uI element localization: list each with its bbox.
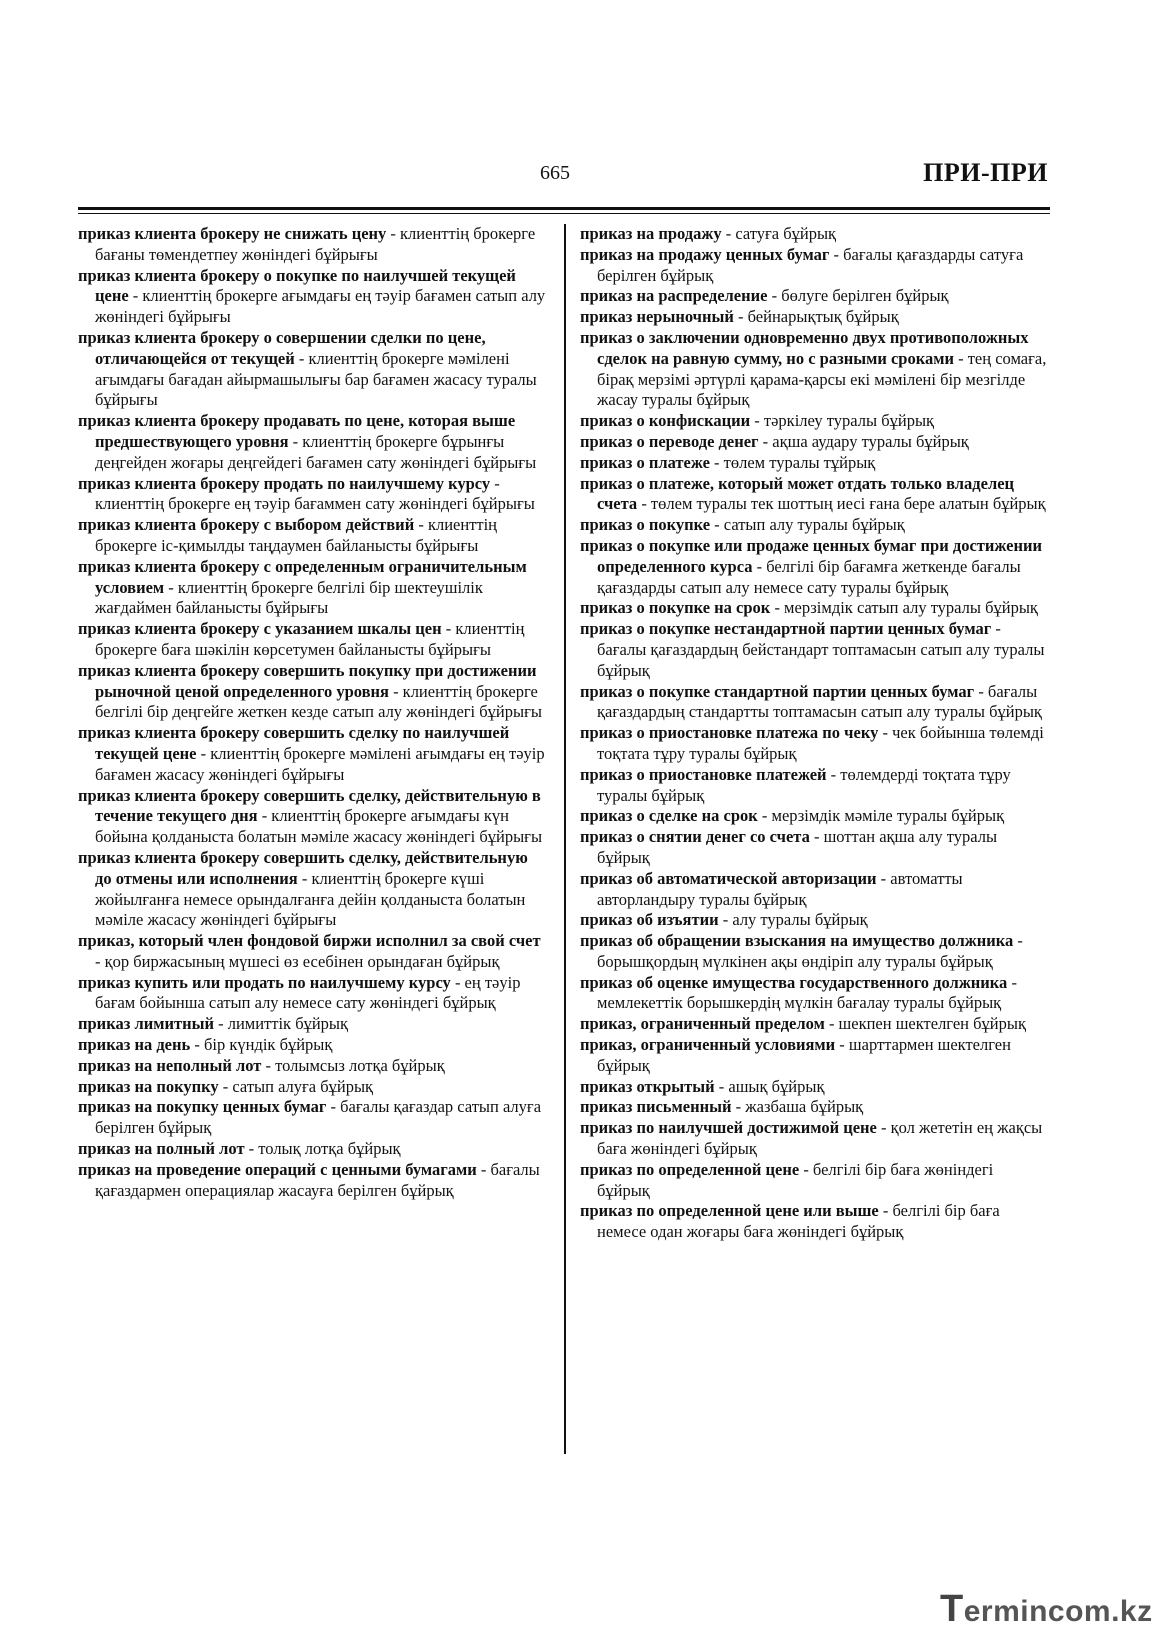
dictionary-entry	[580, 723, 1050, 765]
dictionary-entry	[78, 619, 548, 661]
right-column	[580, 224, 1050, 1243]
entry-definition: - шекпен шектелген бұйрық	[824, 1014, 1026, 1034]
entry-term: приказ, ограниченный условиями	[580, 1035, 836, 1055]
dictionary-entry	[580, 432, 1050, 453]
entry-term: приказ на неполный лот	[78, 1055, 262, 1075]
entry-definition: - ақша аудару туралы бұйрық	[758, 431, 969, 451]
entry-definition: - тең сомаға, бірақ мерзімі әртүрлі қарама-қарсы екі мәмілені бір мезгілде жасау туралы бұйрық	[597, 348, 1047, 410]
dictionary-entry	[580, 619, 1050, 681]
dictionary-entry	[580, 515, 1050, 536]
entry-definition: - төлемдерді тоқтата тұру туралы бұйрық	[597, 764, 1011, 805]
entry-term: приказ по наилучшей достижимой цене	[580, 1118, 877, 1138]
dictionary-entry	[580, 474, 1050, 516]
entry-definition: - клиенттің брокерге мәмілені ағымдағы бағадан айырмашылығы бар бағамен жасасу туралы бұйрығы	[95, 348, 537, 410]
entry-definition: - борышқордың мүлкінен ақы өндіріп алу туралы бұйрық	[597, 931, 1023, 971]
entry-definition: - бөлуге берілген бұйрық	[767, 286, 949, 306]
entry-term: приказ на продажу ценных бумаг	[580, 244, 830, 264]
entry-definition: - бейнарықтық бұйрық	[733, 307, 899, 327]
entry-term: приказ о снятии денег со счета	[580, 827, 810, 847]
entry-definition: - клиенттің брокерге ағымдағы күн бойына қолданыста болатын мәміле жасасу жөніндегі бұйрығы	[95, 806, 543, 847]
dictionary-entry	[580, 286, 1050, 307]
entry-term: приказ, ограниченный пределом	[580, 1014, 825, 1034]
entry-definition: - клиенттің брокерге баға шәкілін көрсетумен байланысты бұйрығы	[95, 619, 525, 659]
entry-definition: - сатып алу туралы бұйрық	[710, 515, 905, 535]
entry-term: приказ клиента брокеру продавать по цене, которая выше предшествующего уровня	[78, 411, 516, 451]
entry-term: приказ на проведение операций с ценными бумагами	[78, 1159, 477, 1179]
entry-term: приказ, который член фондовой биржи исполнил за свой счет	[78, 931, 541, 951]
dictionary-entry	[78, 1097, 548, 1139]
dictionary-entry	[580, 682, 1050, 724]
dictionary-entry	[580, 245, 1050, 287]
entry-term: приказ о платеже	[580, 452, 710, 472]
entry-term: приказ о приостановке платежей	[580, 764, 827, 784]
entry-definition: - ең тәуір бағам бойынша сатып алу немесе сату жөніндегі бұйрық	[95, 972, 521, 1013]
entry-definition: - бағалы қағаздар сатып алуға берілген бұйрық	[95, 1097, 542, 1138]
entry-term: приказ об автоматической авторизации	[580, 868, 877, 888]
dictionary-entry	[78, 411, 548, 473]
entry-definition: - жазбаша бұйрық	[731, 1097, 864, 1117]
dictionary-entry	[580, 765, 1050, 807]
dictionary-entry	[78, 723, 548, 785]
entry-term: приказ о покупке на срок	[580, 598, 771, 618]
dictionary-entry	[580, 1035, 1050, 1077]
entry-definition: - тәркілеу туралы бұйрық	[750, 411, 935, 431]
entry-definition: - клиенттің брокерге белгілі бір шектеушілік жағдаймен байланысты бұйрығы	[95, 577, 483, 618]
dictionary-entry	[580, 931, 1050, 973]
entry-term: приказ об оценке имущества государственного должника	[580, 972, 1008, 992]
entry-term: приказ о заключении одновременно двух противоположных сделок на равную сумму, но с разными сроками	[580, 327, 1029, 368]
dictionary-entry	[580, 224, 1050, 245]
entry-term: приказ клиента брокеру о совершении сделки по цене, отличающейся от текущей	[78, 327, 486, 368]
entry-term: приказ на полный лот	[78, 1139, 245, 1159]
entry-definition: - бағалы қағаздардың бейстандарт топтамасын сатып алу туралы бұйрық	[597, 619, 1045, 680]
entry-term: приказ купить или продать по наилучшему курсу	[78, 972, 451, 992]
entry-term: приказ клиента брокеру совершить сделку, действительную до отмены или исполнения	[78, 847, 528, 888]
dictionary-entry	[580, 869, 1050, 911]
dictionary-entry	[580, 411, 1050, 432]
entry-term: приказ о платеже, который может отдать только владелец счета	[580, 473, 1015, 514]
entry-term: приказ клиента брокеру с указанием шкалы цен	[78, 619, 442, 639]
entry-term: приказ о покупке	[580, 515, 711, 535]
dictionary-entry	[580, 536, 1050, 598]
entry-definition: - бағалы қағаздардың стандартты топтамасын сатып алу туралы бұйрық	[597, 681, 1042, 722]
entry-term: приказ на продажу	[580, 224, 722, 243]
entry-definition: - белгілі бір бағамға жеткенде бағалы қағаздарды сатып алу немесе сату туралы бұйрық	[597, 556, 1021, 597]
dictionary-entry	[580, 453, 1050, 474]
dictionary-entry	[78, 474, 548, 516]
entry-definition: - клиенттің брокерге бағаны төмендетпеу жөніндегі бұйрығы	[95, 224, 536, 264]
entry-term: приказ по определенной цене или выше	[580, 1201, 879, 1221]
entry-definition: - төлем туралы тұйрық	[709, 452, 876, 472]
entry-definition: - клиенттің брокерге ең тәуір бағаммен сату жөніндегі бұйрығы	[95, 473, 535, 514]
header-rule-thin	[78, 213, 1050, 214]
entry-definition: - клиенттің брокерге ағымдағы ең тәуір бағамен сатып алу жөніндегі бұйрығы	[95, 286, 546, 327]
entry-definition: - сатуға бұйрық	[721, 224, 837, 243]
entry-term: приказ клиента брокеру с определенным ограничительным условием	[78, 556, 527, 597]
logo-letter: T	[940, 1588, 964, 1630]
entry-definition: - мерзімдік сатып алу туралы бұйрық	[770, 598, 1038, 618]
dictionary-entry	[78, 1160, 548, 1202]
entry-term: приказ клиента брокеру совершить сделку по наилучшей текущей цене	[78, 723, 510, 763]
dictionary-entry	[78, 1056, 548, 1077]
entry-term: приказ клиента брокеру продать по наилучшему курсу	[78, 473, 491, 493]
entry-definition: - чек бойынша төлемді тоқтата тұру туралы бұйрық	[597, 723, 1044, 763]
entry-definition: - бағалы қағаздармен операциялар жасауға берілген бұйрық	[95, 1159, 540, 1200]
header-rule-thick	[78, 207, 1050, 210]
page-number: 665	[540, 162, 570, 184]
entry-term: приказ клиента брокеру не снижать цену	[78, 224, 387, 243]
dictionary-entry	[78, 848, 548, 931]
entry-term: приказ о покупке стандартной партии ценных бумаг	[580, 681, 975, 701]
section-title: ПРИ-ПРИ	[923, 158, 1048, 187]
entry-term: приказ о переводе денег	[580, 431, 759, 451]
entry-term: приказ на покупку ценных бумаг	[78, 1097, 327, 1117]
dictionary-entry	[580, 1118, 1050, 1160]
dictionary-entry	[78, 1035, 548, 1056]
entry-term: приказ о покупке нестандартной партии ценных бумаг	[580, 619, 992, 639]
entry-term: приказ об обращении взыскания на имущество должника	[580, 931, 1014, 951]
dictionary-entry	[580, 328, 1050, 411]
dictionary-entry	[78, 786, 548, 848]
entry-definition: - бір күндік бұйрық	[190, 1035, 333, 1055]
entry-term: приказ по определенной цене	[580, 1159, 800, 1179]
entry-definition: - клиенттің брокерге күші жойылғанға немесе орындалғанға дейін қолданыста болатын мәміле жасасу жөніндегі бұйрығы	[95, 868, 526, 930]
entry-term: приказ об изъятии	[580, 910, 719, 930]
entry-term: приказ на день	[78, 1035, 191, 1055]
entry-definition: - мерзімдік мәміле туралы бұйрық	[757, 806, 1005, 826]
entry-term: приказ клиента брокеру с выбором действий	[78, 515, 415, 535]
column-divider	[564, 224, 566, 1454]
entry-definition: - шоттан ақша алу туралы бұйрық	[597, 827, 998, 867]
entry-definition: - ашық бұйрық	[714, 1076, 825, 1096]
dictionary-entry	[78, 557, 548, 619]
entry-term: приказ письменный	[580, 1097, 732, 1117]
dictionary-entry	[580, 1097, 1050, 1118]
entry-definition: - толымсыз лотқа бұйрық	[261, 1055, 445, 1075]
entry-definition: - бағалы қағаздарды сатуға берілген бұйрық	[597, 244, 1024, 285]
entry-definition: - клиенттің брокерге белгілі бір деңгейге жеткен кезде сатып алу жөніндегі бұйрығы	[95, 681, 542, 722]
entry-definition: - шарттармен шектелген бұйрық	[597, 1035, 1011, 1075]
entry-term: приказ на покупку	[78, 1076, 219, 1096]
entry-term: приказ на распределение	[580, 286, 768, 306]
dictionary-entry	[78, 224, 548, 266]
entry-definition: - төлем туралы тек шоттың иесі ғана бере алатын бұйрық	[637, 494, 1046, 514]
entry-term: приказ клиента брокеру о покупке по наилучшей текущей цене	[78, 265, 516, 306]
entry-term: приказ открытый	[580, 1076, 715, 1096]
dictionary-entry	[580, 598, 1050, 619]
logo-text: ermincom.kz	[963, 1595, 1153, 1628]
entry-definition: - автоматты авторландыру туралы бұйрық	[597, 868, 963, 909]
entry-definition: - қол жететін ең жақсы баға жөніндегі бұйрық	[597, 1118, 1043, 1159]
dictionary-entry	[78, 266, 548, 328]
entry-definition: - мемлекеттік борышкердің мүлкін бағалау туралы бұйрық	[597, 972, 1017, 1013]
dictionary-entry	[78, 1014, 548, 1035]
entry-term: приказ о сделке на срок	[580, 806, 758, 826]
dictionary-entry	[580, 973, 1050, 1015]
dictionary-entry	[580, 1077, 1050, 1098]
dictionary-entry	[78, 661, 548, 723]
entry-definition: - клиенттің брокерге іс-қимылды таңдаумен байланысты бұйрығы	[95, 515, 498, 555]
site-logo[interactable]	[940, 1588, 1153, 1631]
entry-definition: - белгілі бір баға немесе одан жоғары баға жөніндегі бұйрық	[597, 1201, 1000, 1242]
dictionary-entry	[78, 1139, 548, 1160]
dictionary-entry	[580, 910, 1050, 931]
entry-term: приказ о приостановке платежа по чеку	[580, 723, 879, 743]
entry-definition: - клиенттің брокерге бұрынғы деңгейден жоғары деңгейдегі бағамен сату жөніндегі бұйрығы	[95, 431, 537, 472]
entry-definition: - клиенттің брокерге мәмілені ағымдағы ең тәуір бағамен жасасу жөніндегі бұйрығы	[95, 743, 545, 784]
dictionary-entry	[580, 307, 1050, 328]
entry-term: приказ о покупке или продаже ценных бумаг при достижении определенного курса	[580, 535, 1042, 576]
dictionary-entry	[580, 806, 1050, 827]
left-column	[78, 224, 548, 1201]
dictionary-entry	[78, 328, 548, 411]
dictionary-entry	[78, 1077, 548, 1098]
entry-term: приказ клиента брокеру совершить покупку при достижении рыночной ценой определенного уровня	[78, 660, 537, 701]
entry-definition: - алу туралы бұйрық	[718, 910, 868, 930]
dictionary-entry	[78, 931, 548, 973]
entry-definition: - сатып алуға бұйрық	[218, 1076, 374, 1096]
entry-term: приказ лимитный	[78, 1014, 214, 1034]
dictionary-entry	[78, 515, 548, 557]
entry-term: приказ нерыночный	[580, 307, 734, 327]
entry-term: приказ клиента брокеру совершить сделку, действительную в течение текущего дня	[78, 785, 541, 826]
dictionary-entry	[580, 1014, 1050, 1035]
entry-definition: - лимиттік бұйрық	[213, 1014, 349, 1034]
entry-term: приказ о конфискации	[580, 411, 751, 431]
entry-definition: - белгілі бір баға жөніндегі бұйрық	[597, 1159, 994, 1200]
dictionary-entry	[78, 973, 548, 1015]
entry-definition: - қор биржасының мүшесі өз есебінен орындаған бұйрық	[95, 951, 500, 971]
entry-definition: - толық лотқа бұйрық	[244, 1139, 401, 1159]
dictionary-entry	[580, 1160, 1050, 1202]
dictionary-entry	[580, 827, 1050, 869]
dictionary-entry	[580, 1201, 1050, 1243]
